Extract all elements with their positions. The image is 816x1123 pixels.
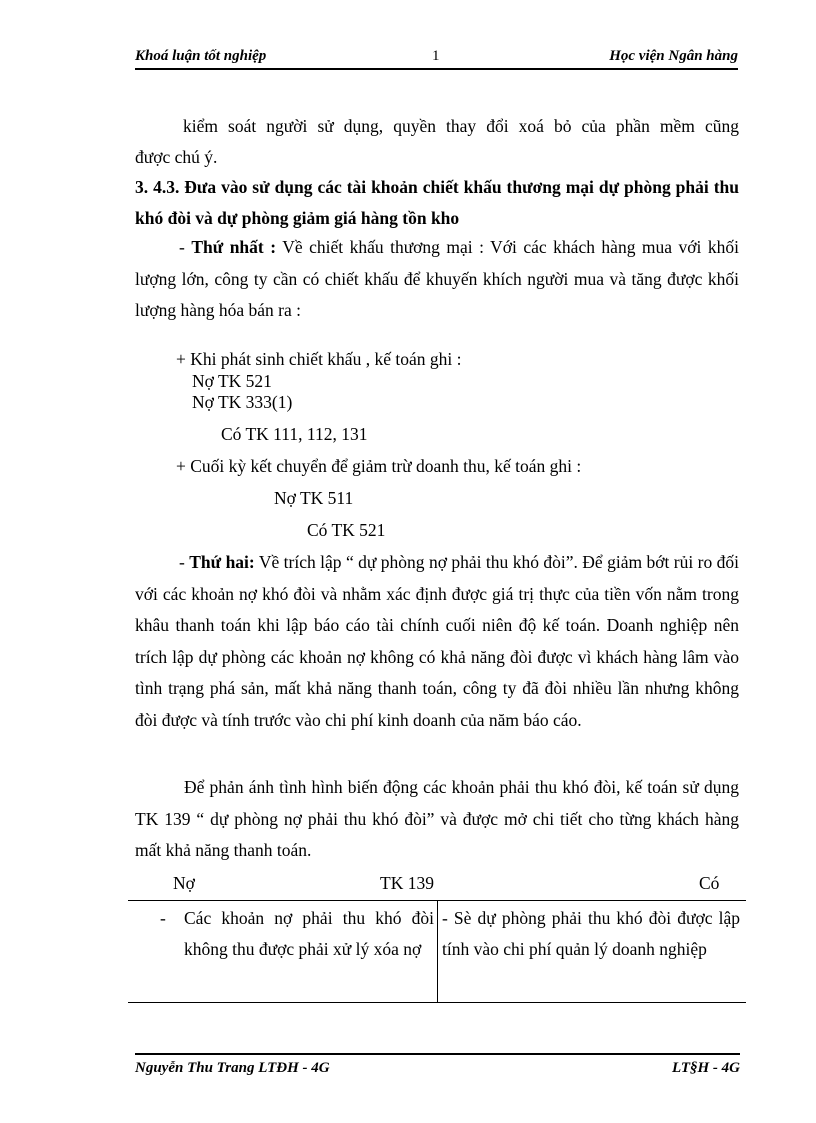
first-point-label: Thứ nhất : bbox=[191, 237, 277, 257]
header-left-title: Khoá luận tốt nghiệp bbox=[135, 48, 267, 64]
footer-author: Nguyễn Thu Trang LTĐH - 4G bbox=[135, 1060, 330, 1076]
header-right-title: Học viện Ngân hàng bbox=[609, 48, 738, 64]
entry2-debit: Nợ TK 511 bbox=[274, 488, 354, 508]
intro-line-2: được chú ý. bbox=[135, 147, 218, 167]
intro-line-1: kiểm soát người sử dụng, quyền thay đổi xoá bỏ của phần mềm cũng bbox=[183, 116, 739, 136]
second-point-label: Thứ hai: bbox=[189, 552, 255, 572]
debit-dash: - bbox=[160, 908, 166, 928]
entry1-title: + Khi phát sinh chiết khấu , kế toán ghi : bbox=[176, 349, 462, 369]
second-point-paragraph: - Thứ hai: Về trích lập “ dự phòng nợ phải thu khó đòi”. Để giảm bớt rủi ro đối với các khoản nợ khó đòi và nhằm xác định được giá trị thực của tiền vốn nằm trong khâu thanh toán khi lập báo cáo tài chính cuối niên độ kế toán. Doanh nghiệp nên trích lập dự phòng các khoản nợ không có khả năng đòi được vì khách hàng lâm vào tình trạng phá sản, mất khả năng thanh toán, công ty đã đòi nhiều lần nhưng không đòi được và tính trước vào chi phí kinh doanh của năm báo cáo. bbox=[135, 552, 740, 730]
credit-cell: - Sè dự phòng phải thu khó đòi được lập tính vào chi phí quản lý doanh nghiệp bbox=[442, 908, 740, 959]
entry2-title: + Cuối kỳ kết chuyển để giảm trừ doanh thu, kế toán ghi : bbox=[176, 456, 582, 476]
entry1-credit: Có TK 111, 112, 131 bbox=[221, 424, 368, 444]
page-header bbox=[135, 48, 738, 70]
credit-label: Có bbox=[699, 873, 720, 893]
section-heading: 3. 4.3. Đưa vào sử dụng các tài khoản chiết khấu thương mại dự phòng phải thu khó đòi và dự phòng giảm giá hàng tồn kho bbox=[135, 177, 739, 228]
page-footer bbox=[135, 1053, 740, 1076]
page-number: 1 bbox=[432, 48, 440, 64]
footer-class: LT§H - 4G bbox=[671, 1060, 740, 1076]
debit-label: Nợ bbox=[173, 873, 195, 893]
second-point-text: Về trích lập “ dự phòng nợ phải thu khó đòi”. Để giảm bớt rủi ro đối với các khoản nợ khó đòi và nhằm xác định được giá trị thực của tiền vốn nằm trong khâu thanh toán khi lập báo cáo tài chính cuối niên độ kế toán. Doanh nghiệp nên trích lập dự phòng các khoản nợ không có khả năng đòi được vì khách hàng lâm vào tình trạng phá sản, mất khả năng thanh toán, công ty đã đòi nhiều lần nhưng không đòi được và tính trước vào chi phí kinh doanh của năm báo cáo. bbox=[135, 552, 740, 730]
first-point-text: Về chiết khấu thương mại : Với các khách hàng mua với khối lượng lớn, công ty cần có chiết khấu để khuyến khích người mua và tăng được khối lượng hàng hóa bán ra : bbox=[135, 237, 739, 320]
entry2-credit: Có TK 521 bbox=[307, 520, 386, 540]
first-point-paragraph: - Thứ nhất : Về chiết khấu thương mại : Với các khách hàng mua với khối lượng lớn, công ty cần có chiết khấu để khuyến khích người mua và tăng được khối lượng hàng hóa bán ra : bbox=[135, 237, 739, 320]
entry1-debit2: Nợ TK 333(1) bbox=[192, 392, 293, 412]
entry1-debit1: Nợ TK 521 bbox=[192, 371, 272, 391]
third-paragraph: Để phản ánh tình hình biến động các khoản phải thu khó đòi, kế toán sử dụng TK 139 “ dự phòng nợ phải thu khó đòi” và được mở chi tiết cho từng khách hàng mất khả năng thanh toán. bbox=[135, 777, 739, 860]
t-account-table bbox=[128, 900, 746, 1003]
debit-cell: Các khoản nợ phải thu khó đòi không thu được phải xử lý xóa nợ bbox=[184, 908, 434, 959]
account-name: TK 139 bbox=[380, 873, 434, 893]
t-account-divider bbox=[437, 901, 438, 1002]
